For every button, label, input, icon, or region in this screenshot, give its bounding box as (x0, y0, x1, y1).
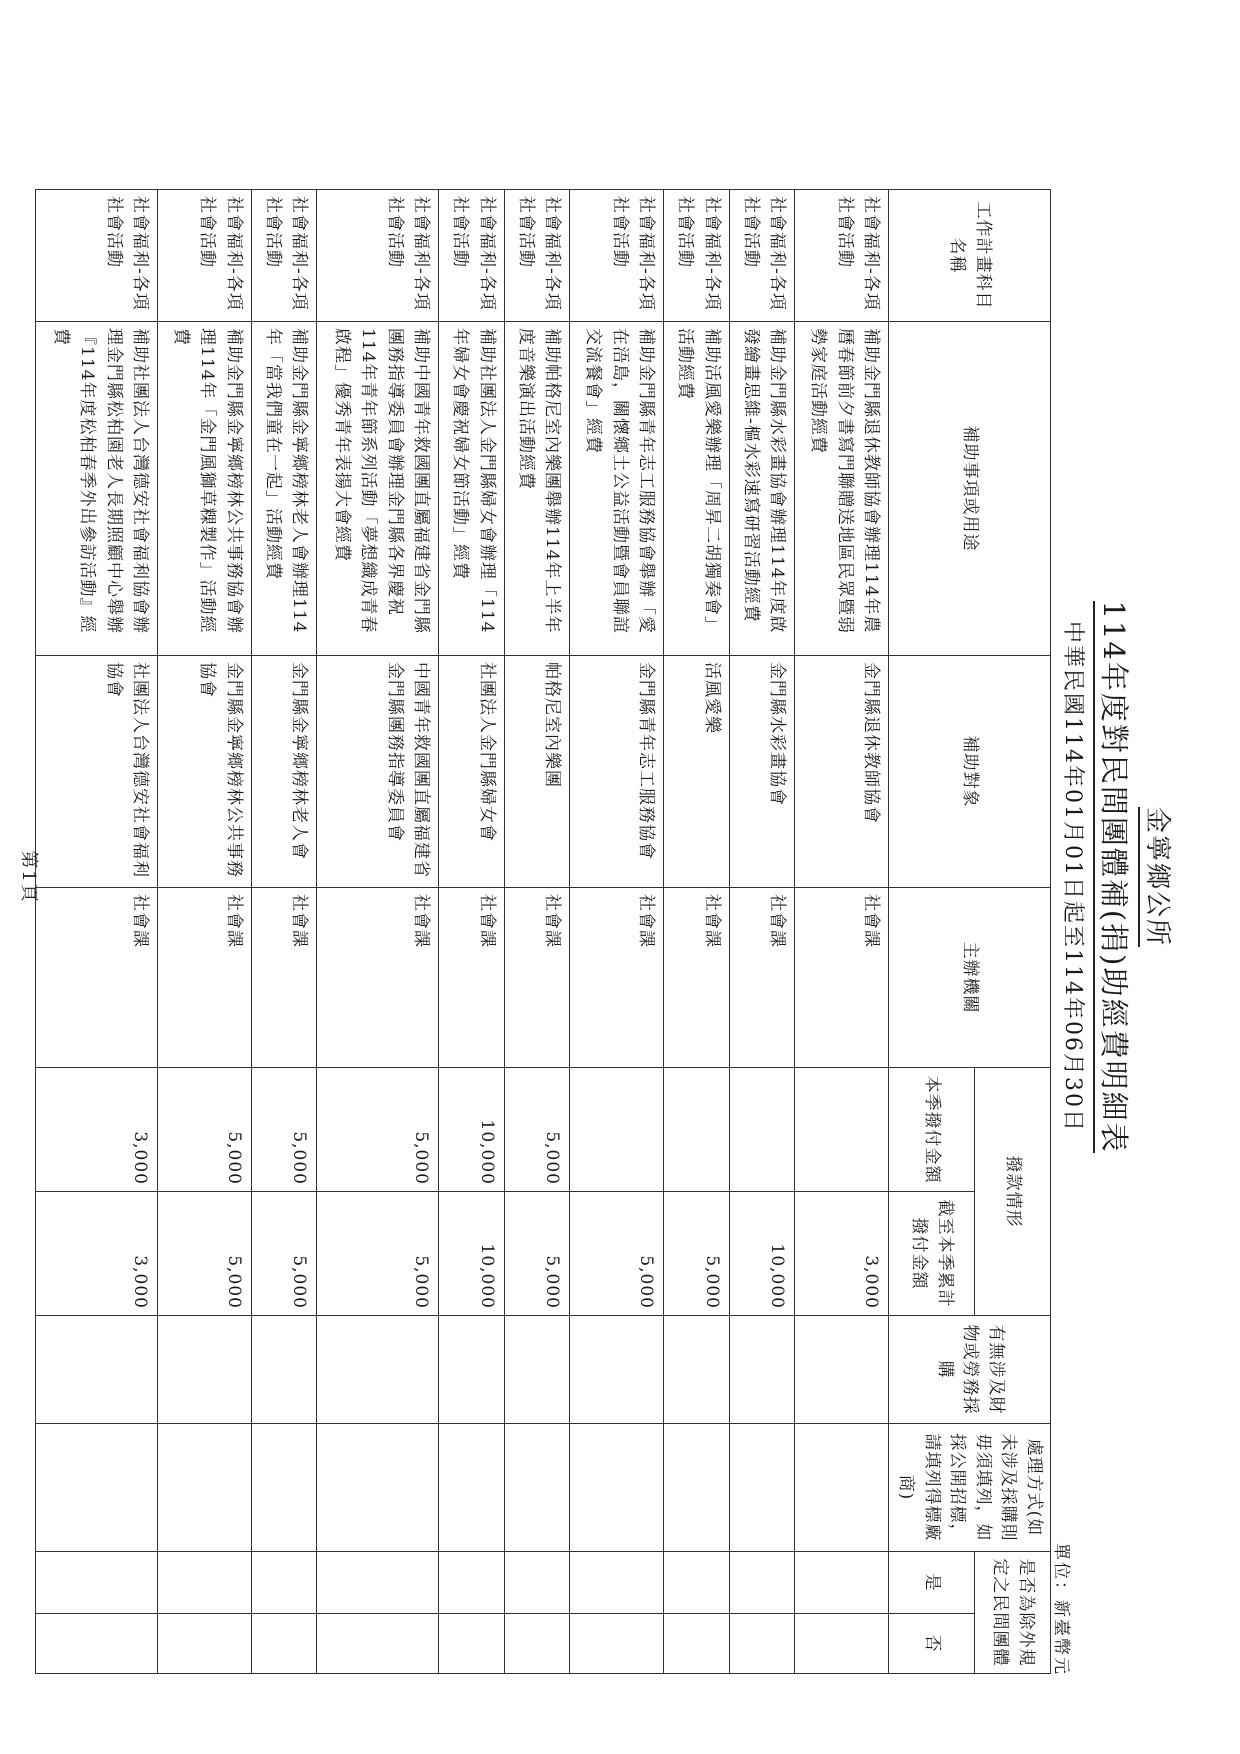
cell-current (795, 1068, 889, 1192)
cell-cumulative: 5,000 (504, 1192, 570, 1316)
cell-no (317, 1614, 439, 1674)
cell-recipient: 金門縣水彩畫協會 (729, 656, 795, 888)
cell-yes (251, 1552, 317, 1614)
header-yes: 是 (889, 1552, 975, 1614)
cell-no (570, 1614, 664, 1674)
cell-purpose: 補助活風愛樂辦理「周昇二胡獨奏會」活動經費 (663, 322, 729, 656)
header-purpose: 補助事項或用途 (889, 322, 1051, 656)
header-excluded: 是否為除外規定之民間團體 (974, 1552, 1050, 1674)
cell-current (729, 1068, 795, 1192)
cell-yes (570, 1552, 664, 1614)
cell-method (317, 1424, 439, 1552)
cell-yes (36, 1552, 158, 1614)
cell-method (438, 1424, 504, 1552)
table-row (36, 190, 158, 1674)
cell-method (157, 1424, 251, 1552)
subsidy-table (35, 189, 1051, 1674)
table-row (317, 190, 439, 1674)
cell-current: 10,000 (438, 1068, 504, 1192)
header-no: 否 (889, 1614, 975, 1674)
table-row (663, 190, 729, 1674)
cell-agency: 社會課 (663, 888, 729, 1068)
cell-recipient: 帕格尼室內樂團 (504, 656, 570, 888)
cell-plan: 社會福利-各項社會活動 (504, 190, 570, 322)
cell-agency: 社會課 (317, 888, 439, 1068)
header-payment: 撥款情形 (974, 1068, 1050, 1316)
cell-agency: 社會課 (504, 888, 570, 1068)
cell-current (663, 1068, 729, 1192)
cell-cumulative: 3,000 (36, 1192, 158, 1316)
cell-purpose: 補助社團法人金門縣婦女會辦理「114年婦女會慶祝婦女節活動」經費 (438, 322, 504, 656)
cell-plan: 社會福利-各項社會活動 (36, 190, 158, 322)
cell-agency: 社會課 (570, 888, 664, 1068)
cell-procurement (36, 1316, 158, 1424)
cell-cumulative: 5,000 (157, 1192, 251, 1316)
cell-method (36, 1424, 158, 1552)
cell-purpose: 補助金門縣青年志工服務協會舉辦「愛在浯島，關懷鄉土公益活動暨會員聯誼交流餐會」經費 (570, 322, 664, 656)
currency-unit: 單位：新臺幣元 (1051, 1543, 1071, 1676)
cell-yes (504, 1552, 570, 1614)
cell-purpose: 補助金門縣金寧鄉榜林老人會辦理114年「當我們童在一起」活動經費 (251, 322, 317, 656)
header-procurement: 有無涉及財物或勞務採購 (889, 1316, 1051, 1424)
cell-cumulative: 5,000 (570, 1192, 664, 1316)
cell-cumulative: 10,000 (729, 1192, 795, 1316)
cell-procurement (438, 1316, 504, 1424)
cell-procurement (795, 1316, 889, 1424)
cell-cumulative: 5,000 (251, 1192, 317, 1316)
cell-no (36, 1614, 158, 1674)
cell-no (438, 1614, 504, 1674)
cell-method (729, 1424, 795, 1552)
header-current: 本季撥付金額 (889, 1068, 975, 1192)
cell-yes (663, 1552, 729, 1614)
cell-recipient: 金門縣金寧鄉榜林公共事務協會 (157, 656, 251, 888)
report-period: 中華民國114年01月01日起至114年06月30日 (1060, 621, 1085, 1133)
cell-recipient: 社團法人金門縣婦女會 (438, 656, 504, 888)
cell-procurement (251, 1316, 317, 1424)
cell-purpose: 補助帕格尼室內樂團舉辦114年上半年度音樂演出活動經費 (504, 322, 570, 656)
cell-cumulative: 5,000 (317, 1192, 439, 1316)
cell-no (795, 1614, 889, 1674)
cell-yes (438, 1552, 504, 1614)
cell-method (663, 1424, 729, 1552)
table-row (157, 190, 251, 1674)
cell-purpose: 補助中國青年救國團直屬福建省金門縣團務指導委員會辦理金門縣各界慶祝114年青年節系列活動「夢想織成青春啟程」優秀青年表揚大會經費 (317, 322, 439, 656)
table-row (438, 190, 504, 1674)
table-row (504, 190, 570, 1674)
cell-recipient: 金門縣青年志工服務協會 (570, 656, 664, 888)
cell-plan: 社會福利-各項社會活動 (157, 190, 251, 322)
cell-yes (317, 1552, 439, 1614)
cell-recipient: 活風愛樂 (663, 656, 729, 888)
cell-no (663, 1614, 729, 1674)
cell-purpose: 補助社團法人台灣德安社會福利協會辦理金門縣松柏園老人長期照顧中心舉辦『114年度松柏春季外出參訪活動』經費 (36, 322, 158, 656)
cell-yes (795, 1552, 889, 1614)
cell-procurement (504, 1316, 570, 1424)
cell-purpose: 補助金門縣退休教師協會辦理114年農曆春節前夕書寫門聯贈送地區民眾暨弱勢家庭活動經費 (795, 322, 889, 656)
cell-yes (157, 1552, 251, 1614)
cell-purpose: 補助金門縣金寧鄉榜林公共事務協會辦理114年「金門風獅草粿製作」活動經費 (157, 322, 251, 656)
cell-current: 5,000 (504, 1068, 570, 1192)
cell-agency: 社會課 (729, 888, 795, 1068)
cell-purpose: 補助金門縣水彩畫協會辦理114年度啟發繪畫思維-樞水彩速寫研習活動經費 (729, 322, 795, 656)
table-row (570, 190, 664, 1674)
cell-plan: 社會福利-各項社會活動 (251, 190, 317, 322)
cell-procurement (570, 1316, 664, 1424)
cell-procurement (317, 1316, 439, 1424)
cell-cumulative: 3,000 (795, 1192, 889, 1316)
cell-plan: 社會福利-各項社會活動 (729, 190, 795, 322)
table-row (729, 190, 795, 1674)
header-plan: 工作計畫科目名稱 (889, 190, 1051, 322)
cell-agency: 社會課 (251, 888, 317, 1068)
cell-method (795, 1424, 889, 1552)
cell-agency: 社會課 (157, 888, 251, 1068)
cell-current: 5,000 (157, 1068, 251, 1192)
cell-method (504, 1424, 570, 1552)
document-title: 114年度對民間團體補(捐)助經費明細表 (1095, 0, 1136, 1754)
cell-method (570, 1424, 664, 1552)
header-agency: 主辦機關 (889, 888, 1051, 1068)
cell-no (729, 1614, 795, 1674)
cell-current: 5,000 (251, 1068, 317, 1192)
cell-plan: 社會福利-各項社會活動 (663, 190, 729, 322)
cell-recipient: 金門縣退休教師協會 (795, 656, 889, 888)
cell-no (157, 1614, 251, 1674)
cell-recipient: 金門縣金寧鄉榜林老人會 (251, 656, 317, 888)
cell-plan: 社會福利-各項社會活動 (317, 190, 439, 322)
cell-cumulative: 10,000 (438, 1192, 504, 1316)
cell-cumulative: 5,000 (663, 1192, 729, 1316)
page-number: 第1頁 (18, 850, 39, 904)
cell-current: 3,000 (36, 1068, 158, 1192)
cell-current (570, 1068, 664, 1192)
cell-no (251, 1614, 317, 1674)
cell-recipient: 社團法人台灣德安社會福利協會 (36, 656, 158, 888)
cell-plan: 社會福利-各項社會活動 (438, 190, 504, 322)
cell-current: 5,000 (317, 1068, 439, 1192)
cell-no (504, 1614, 570, 1674)
cell-method (251, 1424, 317, 1552)
header-recipient: 補助對象 (889, 656, 1051, 888)
header-method: 處理方式(如未涉及採購則毋須填列，如採公開招標，請填列得標廠商) (889, 1424, 1051, 1552)
cell-procurement (663, 1316, 729, 1424)
organization-name: 金寧鄉公所 (1141, 0, 1178, 1754)
cell-plan: 社會福利-各項社會活動 (570, 190, 664, 322)
cell-agency: 社會課 (795, 888, 889, 1068)
cell-plan: 社會福利-各項社會活動 (795, 190, 889, 322)
header-cumulative: 截至本季累計撥付金額 (889, 1192, 975, 1316)
table-row (251, 190, 317, 1674)
cell-agency: 社會課 (36, 888, 158, 1068)
cell-procurement (157, 1316, 251, 1424)
table-row (795, 190, 889, 1674)
cell-recipient: 中國青年救國團直屬福建省金門縣團務指導委員會 (317, 656, 439, 888)
cell-procurement (729, 1316, 795, 1424)
cell-yes (729, 1552, 795, 1614)
cell-agency: 社會課 (438, 888, 504, 1068)
